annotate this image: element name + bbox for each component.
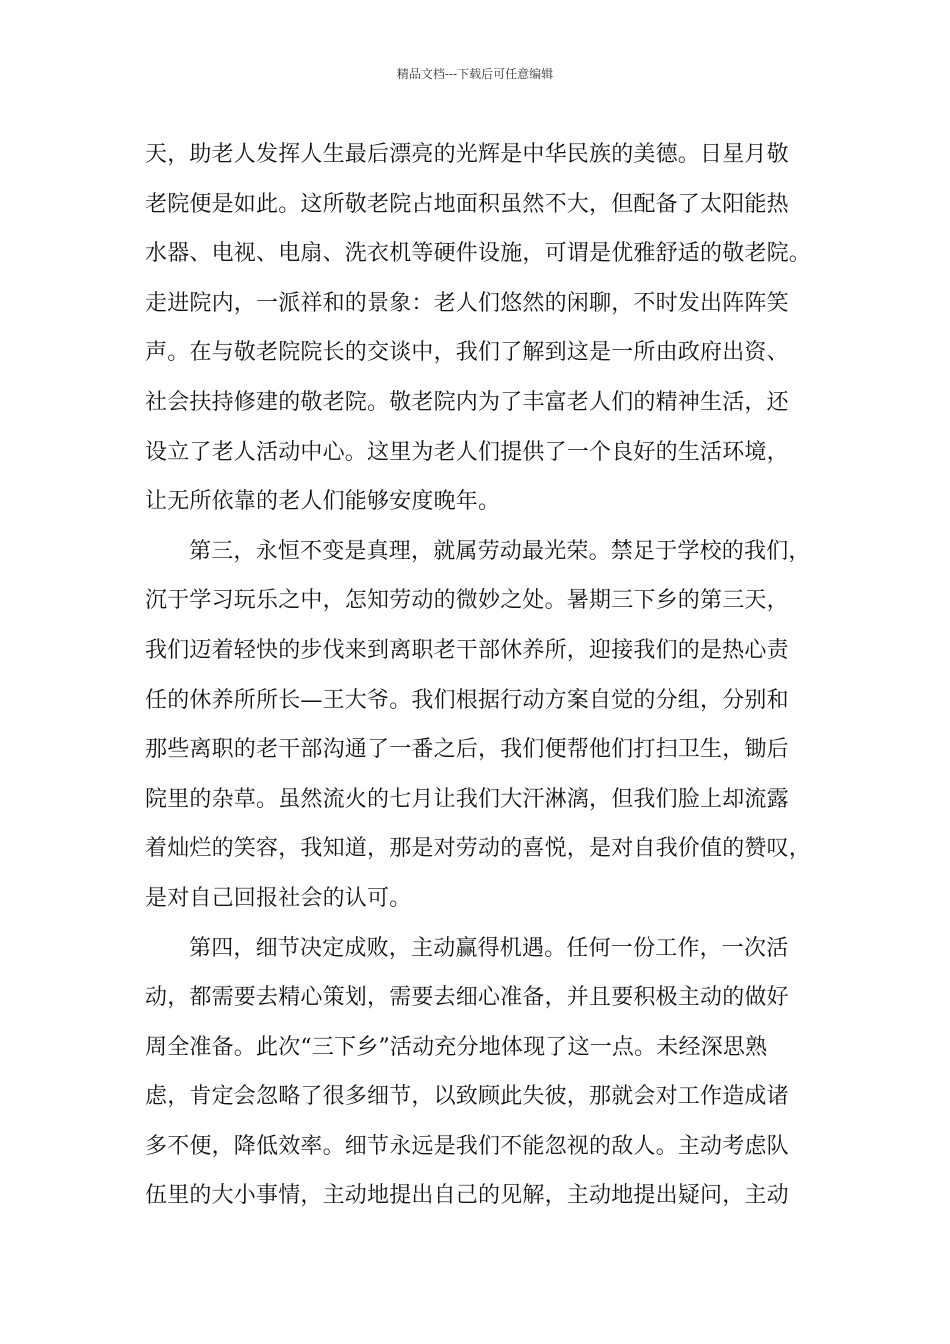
paragraph-1 (145, 130, 815, 527)
text-line: 伍里的大小事情，主动地提出自己的见解，主动地提出疑问，主动 (145, 1183, 789, 1209)
text-line: 是对自己回报社会的认可。 (145, 885, 412, 911)
text-line: 老院便是如此。这所敬老院占地面积虽然不大，但配备了太阳能热 (145, 191, 789, 217)
text-line: 让无所依靠的老人们能够安度晚年。 (145, 489, 501, 515)
text-line: 我们迈着轻快的步伐来到离职老干部休养所，迎接我们的是热心责 (145, 637, 789, 663)
paragraph-2 (145, 527, 815, 924)
document-body (145, 130, 815, 1221)
text-line: 院里的杂草。虽然流火的七月让我们大汗淋漓，但我们脸上却流露 (145, 786, 789, 812)
text-line: 动，都需要去精心策划，需要去细心准备，并且要积极主动的做好 (145, 985, 789, 1011)
page-header: 精品文档---下载后可任意编辑 (396, 67, 554, 81)
text-line: 走进院内，一派祥和的景象：老人们悠然的闲聊，不时发出阵阵笑 (145, 290, 789, 316)
text-line: 那些离职的老干部沟通了一番之后，我们便帮他们打扫卫生，锄后 (145, 737, 789, 763)
text-line: 虑，肯定会忽略了很多细节，以致顾此失彼，那就会对工作造成诸 (145, 1084, 789, 1110)
text-line: 声。在与敬老院院长的交谈中，我们了解到这是一所由政府出资、 (145, 340, 789, 366)
text-line: 天，助老人发挥人生最后漂亮的光辉是中华民族的美德。日星月敬 (145, 142, 789, 167)
text-line: 第三，永恒不变是真理，就属劳动最光荣。禁足于学校的我们， (189, 538, 811, 564)
paragraph-3 (145, 924, 815, 1222)
text-line: 周全准备。此次“三下乡”活动充分地体现了这一点。未经深思熟 (145, 1034, 768, 1060)
text-line: 社会扶持修建的敬老院。敬老院内为了丰富老人们的精神生活，还 (145, 389, 789, 415)
text-line: 水器、电视、电扇、洗衣机等硬件设施，可谓是优雅舒适的敬老院。 (145, 241, 812, 267)
text-line: 沉于学习玩乐之中，怎知劳动的微妙之处。暑期三下乡的第三天， (145, 588, 789, 614)
text-line: 设立了老人活动中心。这里为老人们提供了一个良好的生活环境， (145, 439, 789, 465)
text-line: 多不便，降低效率。细节永远是我们不能忽视的敌人。主动考虑队 (145, 1133, 789, 1159)
text-line: 第四，细节决定成败，主动赢得机遇。任何一份工作，一次活 (189, 935, 789, 961)
text-line: 任的休养所所长—王大爷。我们根据行动方案自觉的分组，分别和 (145, 687, 789, 713)
text-line: 着灿烂的笑容，我知道，那是对劳动的喜悦，是对自我价值的赞叹， (145, 836, 812, 862)
